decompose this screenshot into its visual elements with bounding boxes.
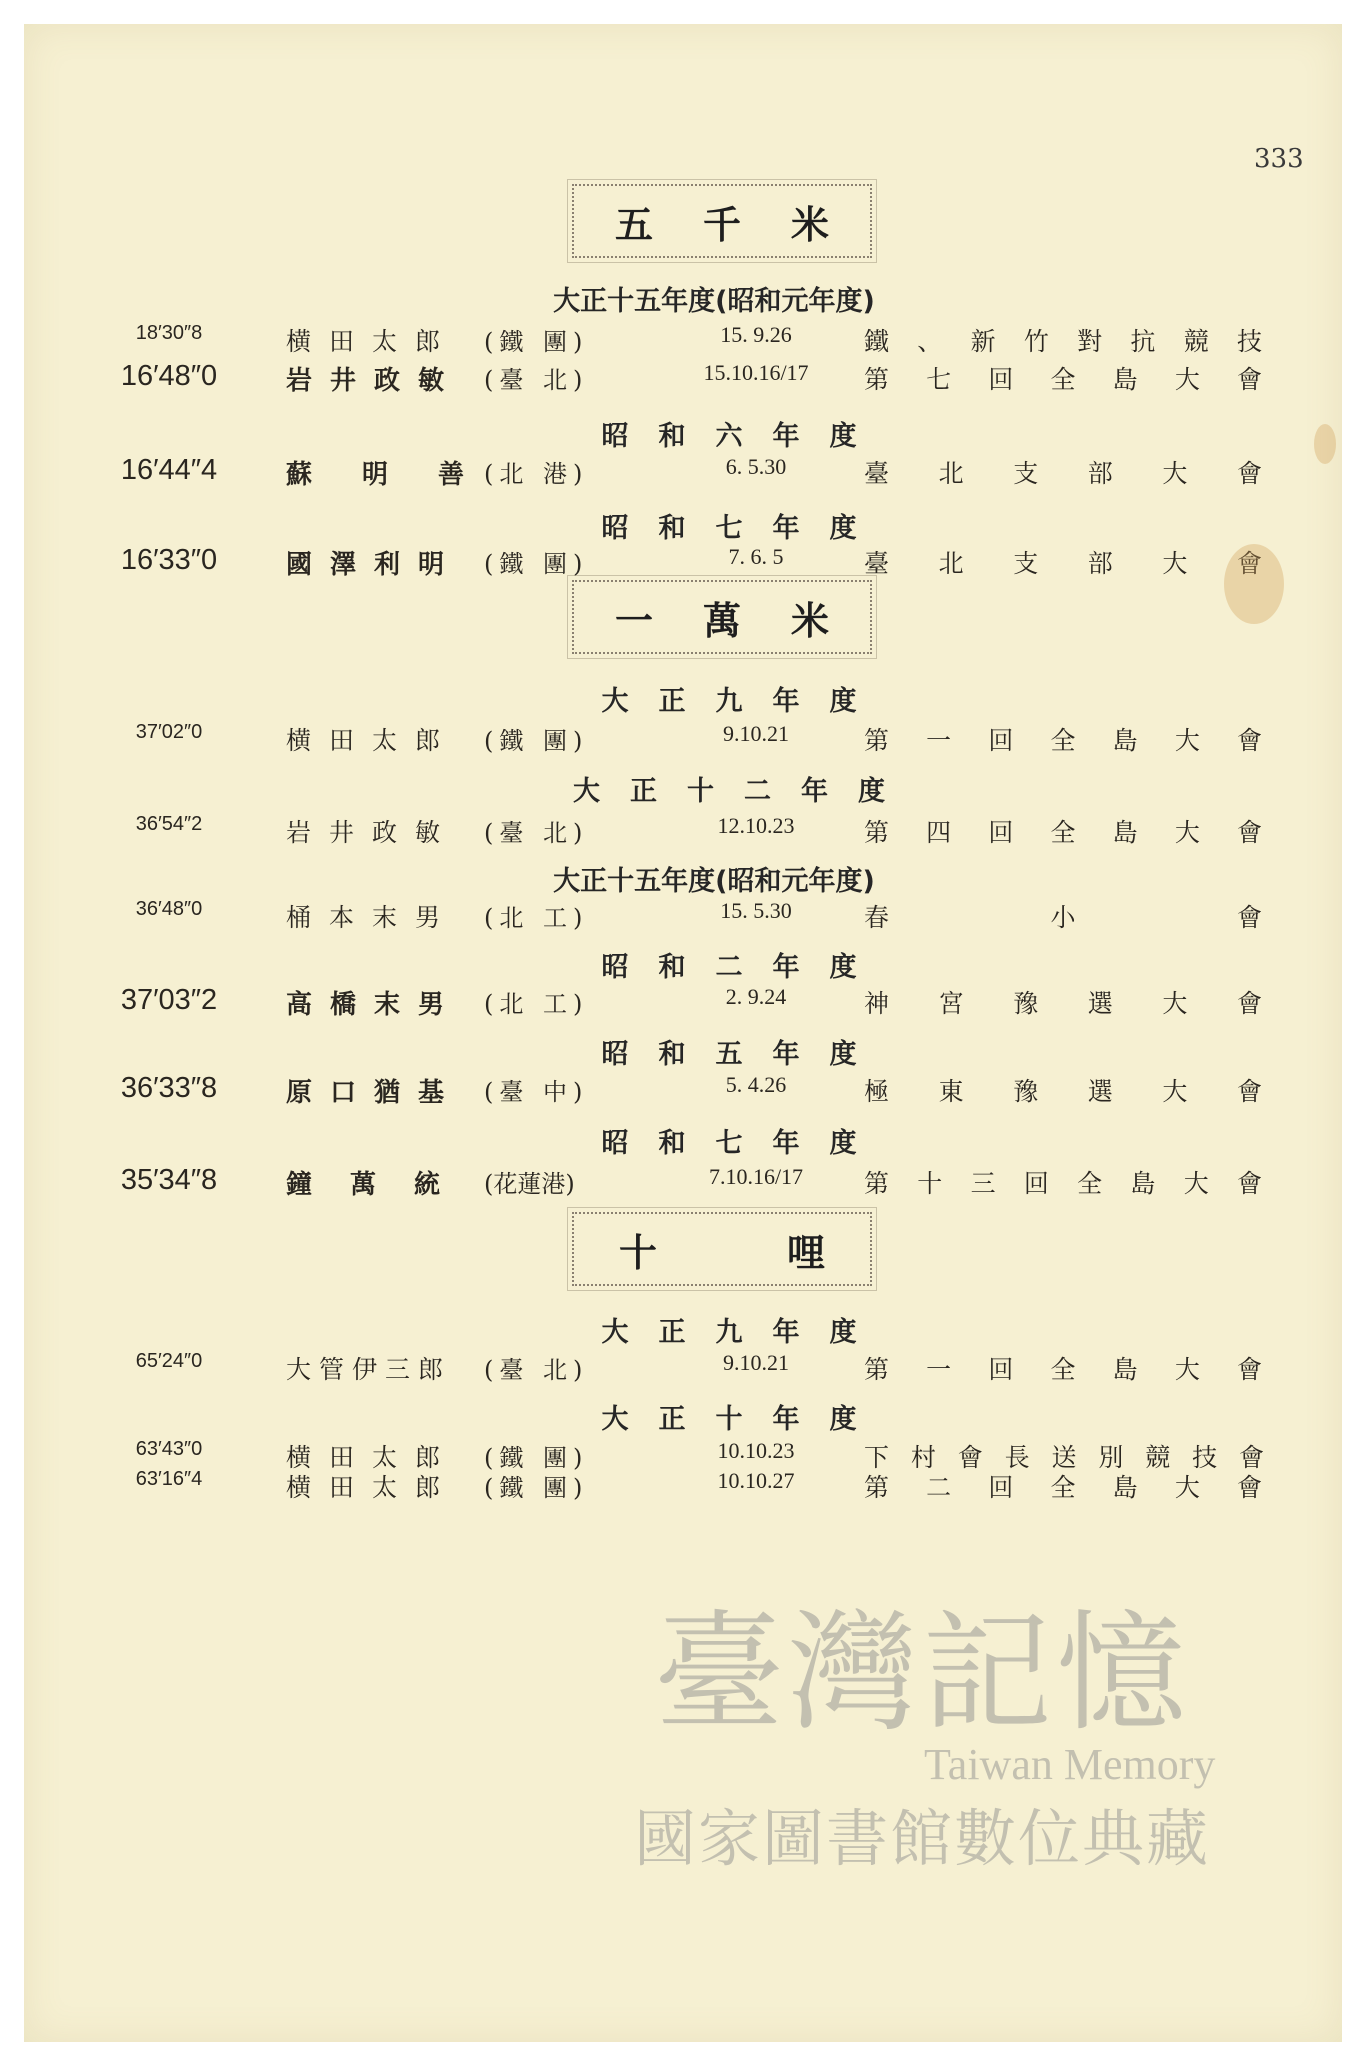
record-name: 横田太郎 — [286, 1473, 459, 1502]
record-team: (鐵 團) — [484, 328, 589, 356]
record-time: 63′16″4 — [135, 1468, 203, 1490]
record-team: (北 港) — [484, 460, 589, 488]
record-time: 16′48″0 — [120, 360, 218, 392]
watermark-chinese: 臺灣記憶 — [654, 1597, 1191, 1749]
record-time: 36′54″2 — [135, 813, 203, 835]
record-name: 高橋末男 — [286, 990, 463, 1020]
record-name: 横田太郎 — [286, 327, 459, 356]
record-time: 65′24″0 — [135, 1350, 203, 1372]
record-event: 第一回全島大會 — [864, 726, 1264, 755]
record-row — [24, 721, 1342, 761]
year-heading: 大正十二年度 — [573, 776, 915, 807]
year-heading: 大正九年度 — [601, 1317, 887, 1348]
page-number: 333 — [1254, 144, 1304, 174]
record-time: 37′03″2 — [120, 984, 218, 1016]
section-title-box — [572, 1212, 956, 1286]
record-row — [24, 1164, 1342, 1204]
document-page — [24, 24, 1342, 2042]
record-team: (北 工) — [484, 990, 589, 1018]
year-heading: 昭和六年度 — [601, 421, 887, 452]
record-date: 7. 6. 5 — [728, 544, 784, 569]
record-name: 横田太郎 — [286, 1443, 459, 1472]
record-team: (臺 北) — [484, 366, 589, 394]
record-team: (臺 北) — [484, 1356, 589, 1384]
record-name: 桶本末男 — [286, 903, 459, 932]
record-event: 第一回全島大會 — [864, 1355, 1264, 1384]
year-heading: 昭和七年度 — [601, 513, 887, 544]
year-heading: 大正十五年度(昭和元年度) — [553, 866, 875, 897]
record-event: 臺北支部大會 — [864, 549, 1264, 578]
record-time: 37′02″0 — [135, 721, 203, 743]
record-date: 15.10.16/17 — [703, 360, 809, 385]
record-row — [24, 898, 1342, 938]
record-name: 大管伊三郎 — [286, 1355, 452, 1384]
record-name: 岩井政敏 — [286, 366, 463, 396]
record-name: 原口猶基 — [286, 1078, 463, 1108]
record-date: 5. 4.26 — [725, 1072, 787, 1097]
record-event: 下村會長送別競技會 — [864, 1443, 1264, 1472]
record-time: 18′30″8 — [135, 322, 203, 344]
record-event: 春 小 會 — [864, 903, 1264, 932]
record-name: 蘇明善 — [286, 460, 515, 490]
record-event: 第四回全島大會 — [864, 818, 1264, 847]
record-row — [24, 454, 1342, 494]
year-heading: 大正十五年度(昭和元年度) — [553, 286, 875, 317]
record-team: (鐵 團) — [484, 550, 589, 578]
record-date: 9.10.21 — [723, 721, 789, 746]
record-row — [24, 360, 1342, 400]
section-title: 十哩 — [619, 1230, 956, 1275]
record-team: (鐵 團) — [484, 727, 589, 755]
year-heading: 大正十年度 — [601, 1404, 887, 1435]
record-event: 第二回全島大會 — [864, 1473, 1264, 1502]
section-title-box — [572, 580, 880, 654]
record-team: (鐵 團) — [484, 1474, 589, 1502]
record-time: 16′33″0 — [120, 544, 218, 576]
section-title: 一萬米 — [615, 598, 880, 643]
record-row — [24, 1072, 1342, 1112]
record-date: 7.10.16/17 — [708, 1164, 804, 1189]
record-name: 横田太郎 — [286, 726, 459, 755]
year-heading: 昭和五年度 — [601, 1039, 887, 1070]
record-date: 9.10.21 — [723, 1350, 789, 1375]
record-date: 15. 5.30 — [720, 898, 792, 923]
record-row — [24, 322, 1342, 362]
record-time: 36′48″0 — [135, 898, 203, 920]
year-heading: 昭和二年度 — [601, 952, 887, 983]
watermark-english: Taiwan Memory — [924, 1740, 1216, 1789]
record-time: 36′33″8 — [120, 1072, 218, 1104]
watermark-org: 國家圖書館數位典藏 — [634, 1802, 1211, 1875]
record-row — [24, 813, 1342, 853]
year-heading: 大正九年度 — [601, 686, 887, 717]
record-row — [24, 984, 1342, 1024]
record-date: 10.10.27 — [717, 1468, 795, 1493]
record-team: (鐵 團) — [484, 1444, 589, 1472]
section-title: 五千米 — [615, 202, 880, 247]
record-event: 鐵、新竹對抗競技 — [864, 327, 1264, 356]
watermark — [634, 1569, 1284, 1875]
record-date: 12.10.23 — [717, 813, 795, 838]
record-team: (臺 中) — [484, 1078, 589, 1106]
record-row — [24, 1350, 1342, 1390]
record-team: (北 工) — [484, 904, 589, 932]
record-row — [24, 544, 1342, 584]
record-date: 2. 9.24 — [725, 984, 787, 1009]
record-event: 神宮豫選大會 — [864, 989, 1264, 1018]
record-team: (花蓮港) — [484, 1170, 575, 1198]
record-name: 岩井政敏 — [286, 818, 459, 847]
record-time: 16′44″4 — [120, 454, 218, 486]
record-date: 15. 9.26 — [720, 322, 792, 347]
record-row — [24, 1468, 1342, 1508]
section-title-box — [572, 184, 880, 258]
year-heading: 昭和七年度 — [601, 1128, 887, 1159]
record-event: 極東豫選大會 — [864, 1077, 1264, 1106]
record-event: 第七回全島大會 — [864, 365, 1264, 394]
record-time: 35′34″8 — [120, 1164, 218, 1196]
stain-spot — [1314, 424, 1336, 464]
record-event: 臺北支部大會 — [864, 459, 1264, 488]
record-team: (臺 北) — [484, 819, 589, 847]
record-name: 國澤利明 — [286, 550, 463, 580]
record-date: 6. 5.30 — [725, 454, 787, 479]
stain-spot — [1224, 544, 1284, 624]
record-date: 10.10.23 — [717, 1438, 795, 1463]
record-name: 鐘萬統 — [286, 1170, 479, 1200]
record-event: 第十三回全島大會 — [864, 1169, 1264, 1198]
record-time: 63′43″0 — [135, 1438, 203, 1460]
